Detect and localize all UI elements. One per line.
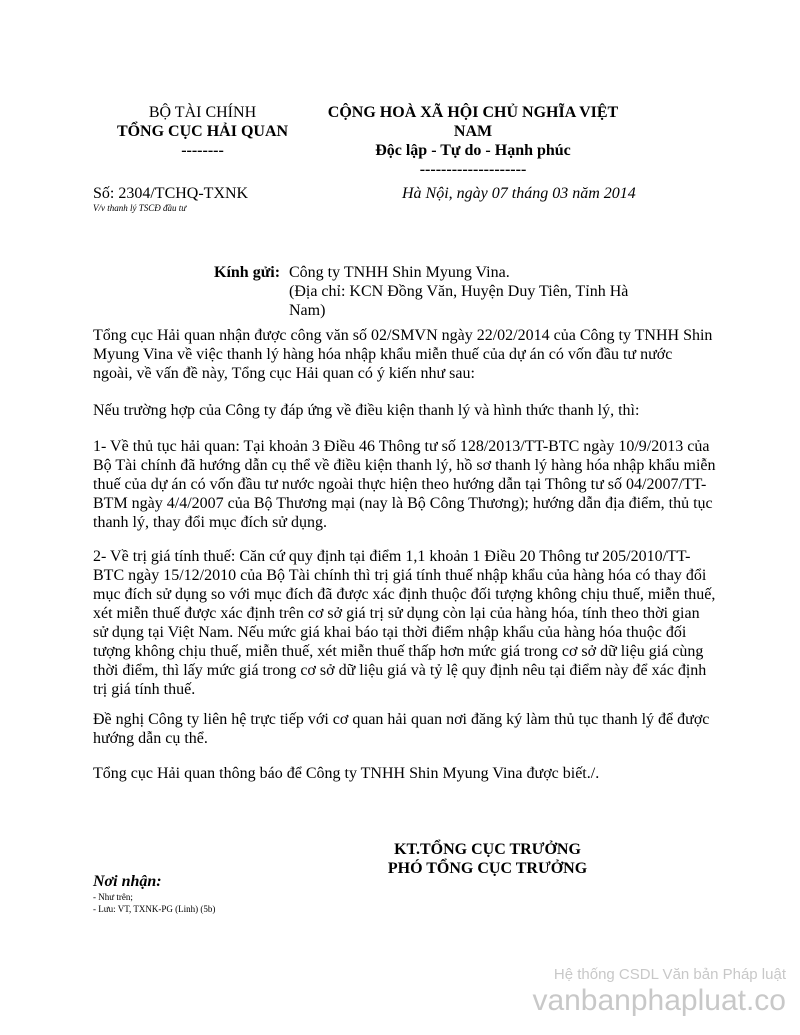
paragraph-line: hướng dẫn cụ thể. (93, 730, 208, 747)
watermark-caption: Hệ thống CSDL Văn bản Pháp luật (553, 966, 786, 983)
paragraph-line: Tổng cục Hải quan nhận được công văn số 02/SMVN ngày 22/02/2014 của Công ty TNHH Shin (93, 327, 713, 344)
paragraph-line: Myung Vina về việc thanh lý hàng hóa nhập khẩu miễn thuế của dự án có vốn đầu tư nước (93, 346, 673, 363)
national-heading (318, 103, 628, 179)
paragraph-request (93, 710, 718, 748)
paragraph-line: 2- Về trị giá tính thuế: Căn cứ quy định tại điểm 1,1 khoản 1 Điều 20 Thông tư 205/2010/TT- (93, 548, 691, 565)
recipient-name: Công ty TNHH Shin Myung Vina. (289, 264, 510, 281)
paragraph-tax-value (93, 547, 718, 699)
paragraph-line: ngoài, về vấn đề này, Tổng cục Hải quan có ý kiến như sau: (93, 365, 475, 382)
paragraph-line: Bộ Tài chính đã hướng dẫn cụ thể về điều kiện thanh lý, hồ sơ thanh lý hàng hóa nhập khẩu miễn (93, 457, 716, 474)
recipients-list (93, 891, 215, 915)
paragraph-intro (93, 326, 718, 383)
paragraph-closing (93, 764, 718, 783)
signature-title: KT.TỔNG CỤC TRƯỞNG (394, 841, 581, 858)
paragraph-line: trị giá tính thuế. (93, 681, 196, 698)
paragraph-line: tượng không chịu thuế, miễn thuế, xét miễn thuế thấp hơn mức giá trong cơ sở dữ liệu giá cùng (93, 643, 704, 660)
recipient-address-line2: Nam) (289, 302, 326, 319)
paragraph-line: thanh lý, thay đổi mục đích sử dụng. (93, 514, 327, 531)
paragraph-line: mục đích sử dụng so với mục đích đã được xác định thuộc đối tượng không chịu thuế, miễn thuế, (93, 586, 716, 603)
paragraph-line: Nếu trường hợp của Công ty đáp ứng về điều kiện thanh lý và hình thức thanh lý, thì: (93, 402, 640, 419)
recipient-block (289, 263, 649, 320)
signature-block (360, 840, 615, 878)
paragraph-line: Đề nghị Công ty liên hệ trực tiếp với cơ quan hải quan nơi đăng ký làm thủ tục thanh lý để được (93, 711, 710, 728)
paragraph-line: thời điểm, thì lấy mức giá trong cơ sở dữ liệu giá và tỷ lệ quy định nêu tại điểm này để xác định (93, 662, 707, 679)
paragraph-line: BTM ngày 4/4/2007 của Bộ Thương mại (nay là Bộ Công Thương); hướng dẫn địa điểm, thủ tục (93, 495, 713, 512)
document-subject: V/v thanh lý TSCĐ đầu tư (93, 203, 187, 213)
paragraph-line: 1- Về thủ tục hải quan: Tại khoản 3 Điều 46 Thông tư số 128/2013/TT-BTC ngày 10/9/2013 của (93, 438, 710, 455)
issuer-block (95, 103, 310, 160)
place-date: Hà Nội, ngày 07 tháng 03 năm 2014 (402, 185, 636, 202)
recipient-label: Kính gửi: (214, 264, 281, 281)
ministry-name: BỘ TÀI CHÍNH (148, 104, 257, 121)
paragraph-line: xét miễn thuế được xác định trên cơ sở giá trị sử dụng còn lại của hàng hóa, tính theo thời gian (93, 605, 700, 622)
country-name-line2: NAM (453, 123, 493, 140)
paragraph-line: Tổng cục Hải quan thông báo để Công ty TNHH Shin Myung Vina được biết./. (93, 765, 600, 782)
document-number: Số: 2304/TCHQ-TXNK (93, 185, 249, 202)
recipients-label: Nơi nhận: (93, 873, 162, 890)
motto: Độc lập - Tự do - Hạnh phúc (375, 142, 571, 159)
country-name-line1: CỘNG HOÀ XÃ HỘI CHỦ NGHĨA VIỆT (327, 104, 619, 121)
issuer-divider: -------- (181, 142, 224, 159)
motto-divider: -------------------- (419, 161, 527, 178)
paragraph-line: sử dụng tại Việt Nam. Nếu mức giá khai báo tại thời điểm nhập khẩu của hàng hóa thuộc đối (93, 624, 687, 641)
paragraph-condition (93, 401, 718, 420)
recipient-address-line1: (Địa chỉ: KCN Đồng Văn, Huyện Duy Tiên, Tỉnh Hà (289, 283, 629, 300)
paragraph-customs-procedure (93, 437, 718, 532)
watermark-site: vanbanphapluat.co (532, 984, 786, 1017)
recipient-item: - Như trên; (93, 892, 133, 902)
paragraph-line: BTC ngày 15/12/2010 của Bộ Tài chính thì trị giá tính thuế nhập khẩu của hàng hóa có thay đổi (93, 567, 707, 584)
signature-position: PHÓ TỔNG CỤC TRƯỞNG (387, 860, 588, 877)
recipient-item: - Lưu: VT, TXNK-PG (Linh) (5b) (93, 904, 216, 914)
department-name: TỔNG CỤC HẢI QUAN (116, 123, 289, 140)
paragraph-line: thuế của dự án có vốn đầu tư nước ngoài thực hiện theo hướng dẫn tại Thông tư số 04/2007/TT- (93, 476, 707, 493)
